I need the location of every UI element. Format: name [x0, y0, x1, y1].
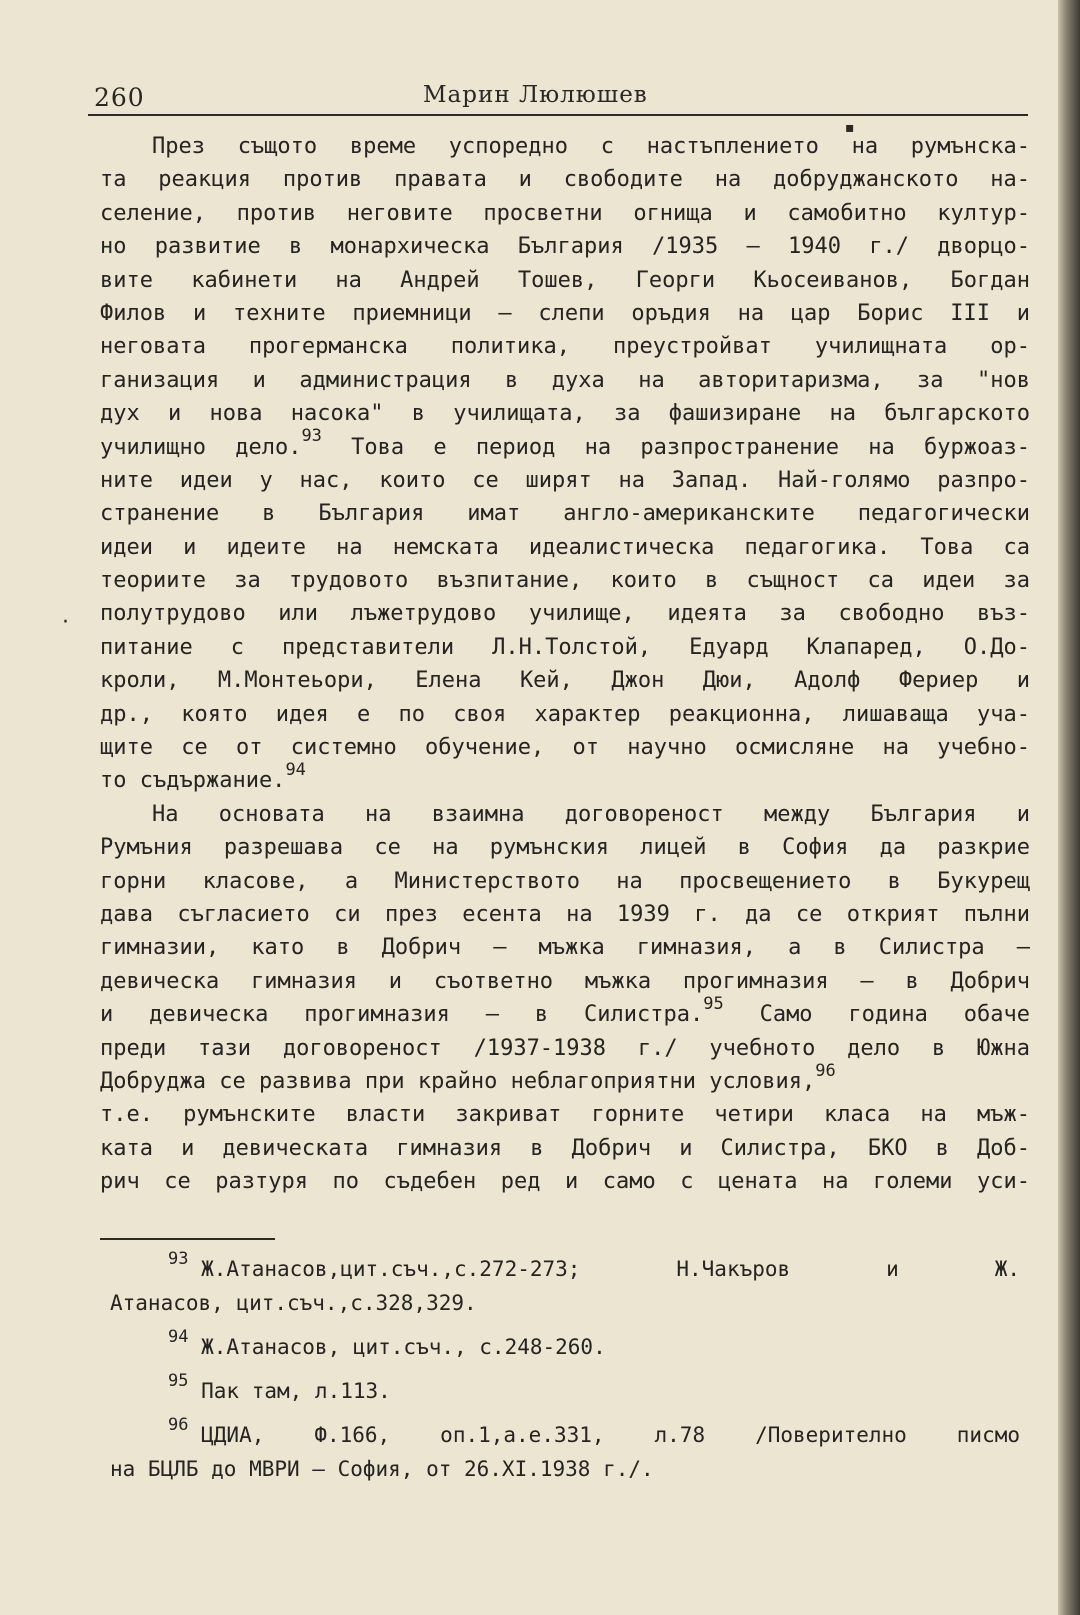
text-line	[100, 497, 1030, 530]
text-line-content: ните идеи у нас, които се ширят на Запад. Най-голямо разпро-	[100, 467, 1030, 493]
text-line-content: теориите за трудовото възпитание, които в същност са идеи за	[100, 568, 1030, 594]
footnote-item	[110, 1415, 1020, 1452]
margin-dot: ·	[62, 610, 69, 635]
text-line-content: питание с представители Л.Н.Толстой, Едуард Клапаред, О.До-	[100, 634, 1030, 660]
text-line-content: рич се разтуря по съдебен ред и само с цената на големи уси-	[100, 1169, 1030, 1195]
footnote-item	[110, 1371, 1020, 1408]
footnote-text: Ж.Атанасов, цит.съч., с.248-260.	[201, 1335, 606, 1359]
text-line-content: дава съгласието си през есента на 1939 г. да се открият пълни	[100, 901, 1030, 927]
text-line-content: ката и девическата гимназия в Добрич и Силистра, БКО в Доб-	[100, 1135, 1030, 1161]
text-line	[100, 831, 1030, 864]
footnote-item	[110, 1249, 1020, 1286]
text-line	[100, 865, 1030, 898]
text-line	[100, 631, 1030, 664]
text-line	[100, 798, 1030, 831]
text-line-content: др., която идея е по своя характер реакционна, лишаваща уча-	[100, 701, 1030, 727]
text-line	[100, 931, 1030, 964]
text-line-content: идеи и идеите на немската идеалистическа педагогика. Това са	[100, 534, 1030, 560]
footnote-reference[interactable]: 95	[703, 993, 724, 1014]
page-edge-shadow	[1058, 0, 1080, 1615]
text-line-content: училищно дело.	[100, 434, 302, 460]
footnotes	[110, 1249, 1020, 1486]
ink-speck: ▪	[845, 120, 855, 136]
text-line	[100, 297, 1030, 330]
footnote-number: 94	[168, 1327, 189, 1347]
text-line	[100, 965, 1030, 998]
footnote-continuation: на БЦЛБ до МВРИ – София, от 26.XI.1938 г./.	[110, 1457, 654, 1481]
text-line-content: кроли, М.Монтеьори, Елена Кей, Джон Дюи, Адолф Фериер и	[100, 668, 1030, 694]
footnote-item	[110, 1327, 1020, 1364]
text-line	[100, 993, 1030, 1031]
text-line-content: полутрудово или лъжетрудово училище, идеята за свободно въз-	[100, 601, 1030, 627]
text-line	[100, 230, 1030, 263]
footnote-reference[interactable]: 94	[285, 760, 306, 781]
text-line-content: то съдържание.	[100, 768, 286, 794]
text-line-content: горни класове, а Министерството на просвещението в Букурещ	[100, 868, 1030, 894]
text-line-content: гимназии, като в Добрич – мъжка гимназия, а в Силистра –	[100, 935, 1030, 961]
text-line-content: дух и нова насока" в училищата, за фашизиране на българското	[100, 401, 1030, 427]
footnote-text: Пак там, л.113.	[201, 1379, 391, 1403]
text-line	[100, 364, 1030, 397]
page-number: 260	[94, 83, 145, 112]
text-line	[100, 330, 1030, 363]
text-line-content: На основата на взаимна договореност между България и	[152, 801, 1030, 827]
footnote-gap	[110, 1364, 1020, 1374]
body-text	[100, 130, 1030, 1199]
text-line-content: Румъния разрешава се на румънския лицей в София да разкрие	[100, 835, 1030, 861]
running-head: Марин Люлюшев	[423, 82, 648, 108]
footnote-gap	[110, 1320, 1020, 1330]
footnote-number: 95	[168, 1371, 189, 1391]
text-line-continuation: Това е период на разпространение на буржоаз-	[321, 434, 1030, 460]
text-line-content: девическа гимназия и съответно мъжка прогимназия – в Добрич	[100, 968, 1030, 994]
text-line	[100, 1165, 1030, 1198]
text-line	[100, 698, 1030, 731]
text-line-continuation: Само година обаче	[723, 1002, 1030, 1028]
text-line	[100, 1060, 1030, 1098]
text-line	[100, 664, 1030, 697]
footnote-rule	[100, 1238, 275, 1240]
footnote-text: Ж.Атанасов,цит.съч.,с.272-273; Н.Чакъров и Ж.	[201, 1257, 1020, 1281]
text-line	[100, 397, 1030, 430]
footnote-reference[interactable]: 93	[301, 426, 322, 447]
text-line	[100, 163, 1030, 196]
text-line-content: но развитие в монархическа България /1935 – 1940 г./ дворцо-	[100, 234, 1030, 260]
text-line-content: неговата прогерманска политика, преустройват училищната ор-	[100, 334, 1030, 360]
footnote-text: ЦДИА, Ф.166, оп.1,а.е.331, л.78 /Поверително писмо	[201, 1423, 1020, 1447]
footnote-reference[interactable]: 96	[815, 1060, 836, 1081]
text-line	[100, 1098, 1030, 1131]
text-line-content: Филов и техните приемници – слепи оръдия на цар Борис III и	[100, 300, 1030, 326]
text-line	[100, 264, 1030, 297]
text-line	[100, 531, 1030, 564]
text-line	[100, 197, 1030, 230]
page-header	[88, 78, 1028, 116]
text-line-content: вите кабинети на Андрей Тошев, Георги Кьосеиванов, Богдан	[100, 267, 1030, 293]
text-line-content: преди тази договореност /1937-1938 г./ учебното дело в Южна	[100, 1035, 1030, 1061]
text-line-content: та реакция против правата и свободите на добруджанското на-	[100, 167, 1030, 193]
text-line-content: и девическа прогимназия – в Силистра.	[100, 1002, 704, 1028]
text-line	[100, 426, 1030, 464]
text-line-content: т.е. румънските власти закриват горните четири класа на мъж-	[100, 1102, 1030, 1128]
text-line	[100, 1032, 1030, 1065]
text-line	[100, 130, 1030, 163]
text-line-content: странение в България имат англо-американските педагогически	[100, 501, 1030, 527]
footnote-number: 93	[168, 1249, 189, 1269]
text-line	[100, 464, 1030, 497]
footnote-gap	[110, 1408, 1020, 1418]
footnote-number: 96	[168, 1415, 189, 1435]
text-line	[100, 731, 1030, 764]
footnote-continuation: Атанасов, цит.съч.,с.328,329.	[110, 1291, 477, 1315]
text-line	[100, 1132, 1030, 1165]
text-line	[100, 564, 1030, 597]
text-line	[100, 760, 1030, 797]
text-line-content: ганизация и администрация в духа на авторитаризма, за "нов	[100, 367, 1030, 393]
text-line	[100, 597, 1030, 630]
text-line-content: През същото време успоредно с настъплението на румънска-	[152, 134, 1030, 159]
text-line-content: селение, против неговите просветни огнища и самобитно култур-	[100, 200, 1030, 226]
text-line	[100, 898, 1030, 931]
text-line-content: Добруджа се развива при крайно неблагоприятни условия,	[100, 1068, 816, 1094]
text-line-content: щите се от системно обучение, от научно осмисляне на учебно-	[100, 735, 1030, 761]
